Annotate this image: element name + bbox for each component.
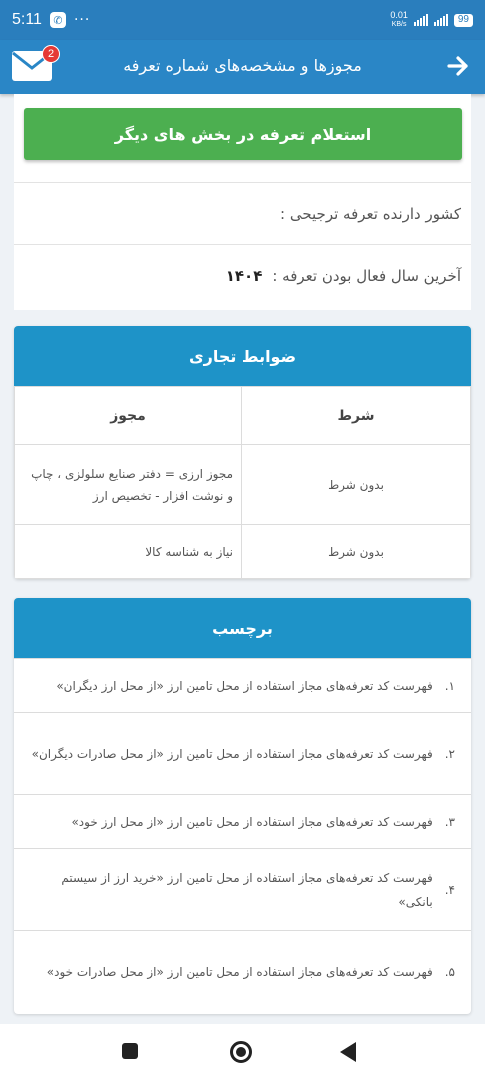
battery-level: 99 xyxy=(457,13,469,25)
list-item-text: فهرست کد تعرفه‌های مجاز استفاده از محل تامین ارز «از محل صادرات دیگران» xyxy=(31,746,433,761)
column-header-condition: شرط xyxy=(242,387,471,445)
triangle-back-icon[interactable] xyxy=(340,1042,356,1062)
list-item-number: ۴. xyxy=(444,882,455,897)
list-item xyxy=(14,794,471,848)
circle-icon[interactable] xyxy=(230,1041,252,1063)
list-item xyxy=(14,930,471,1012)
phone-icon: ✆ xyxy=(50,12,66,28)
tariff-info-card xyxy=(14,94,471,310)
list-item-text: فهرست کد تعرفه‌های مجاز استفاده از محل تامین ارز «خرید ارز از سیستم بانکی» xyxy=(61,870,433,909)
status-time: 5:11 xyxy=(12,11,42,28)
list-item-number: ۱. xyxy=(444,678,455,693)
permit-cell: مجوز ارزی = دفتر صنایع سلولزی ، چاپ و نوشت افزار - تخصیص ارز xyxy=(15,445,242,525)
last-active-year-value: ۱۴۰۴ xyxy=(225,266,263,285)
table-row xyxy=(15,445,471,525)
signal-icon-2 xyxy=(434,14,448,26)
condition-cell: بدون شرط xyxy=(242,445,471,525)
square-icon[interactable] xyxy=(122,1043,138,1059)
list-item-number: ۵. xyxy=(444,964,455,979)
table-row xyxy=(15,525,471,579)
notification-badge: 2 xyxy=(42,45,60,63)
navigation-bar xyxy=(0,1024,485,1080)
list-item xyxy=(14,848,471,930)
speed-unit: KB/s xyxy=(391,21,407,28)
permit-cell: نیاز به شناسه کالا xyxy=(15,525,242,579)
status-dots: ··· xyxy=(73,12,91,28)
trade-rules-title: ضوابط تجاری xyxy=(14,326,471,386)
trade-rules-table xyxy=(14,386,471,579)
last-active-year-label: آخرین سال فعال بودن تعرفه : xyxy=(272,266,461,285)
list-item-number: ۳. xyxy=(444,814,455,829)
trade-rules-card xyxy=(14,326,471,579)
battery-icon xyxy=(454,14,473,27)
list-item-number: ۲. xyxy=(444,746,455,761)
labels-title: برچسب xyxy=(14,598,471,658)
last-active-year-row xyxy=(14,244,471,306)
app-header xyxy=(0,40,485,94)
column-header-permit: مجوز xyxy=(15,387,242,445)
table-header-row xyxy=(15,387,471,445)
speed-value: 0.01 xyxy=(390,10,408,20)
preferential-country-label: کشور دارنده تعرفه ترجیحی : xyxy=(280,204,461,223)
list-item xyxy=(14,712,471,794)
inquiry-button[interactable]: استعلام تعرفه در بخش های دیگر xyxy=(24,108,462,160)
labels-card xyxy=(14,598,471,1014)
signal-icon xyxy=(414,14,428,26)
preferential-country-row xyxy=(14,182,471,244)
list-item xyxy=(14,658,471,712)
page-title: مجوزها و مشخصه‌های شماره تعرفه xyxy=(123,56,362,75)
network-speed xyxy=(390,11,408,29)
condition-cell: بدون شرط xyxy=(242,525,471,579)
back-button[interactable] xyxy=(445,53,471,79)
status-bar xyxy=(0,0,485,40)
list-item-text: فهرست کد تعرفه‌های مجاز استفاده از محل تامین ارز «از محل ارز خود» xyxy=(71,814,433,829)
list-item-text: فهرست کد تعرفه‌های مجاز استفاده از محل تامین ارز «از محل صادرات خود» xyxy=(46,964,433,979)
list-item-text: فهرست کد تعرفه‌های مجاز استفاده از محل تامین ارز «از محل ارز دیگران» xyxy=(56,678,433,693)
arrow-right-icon xyxy=(447,55,469,77)
